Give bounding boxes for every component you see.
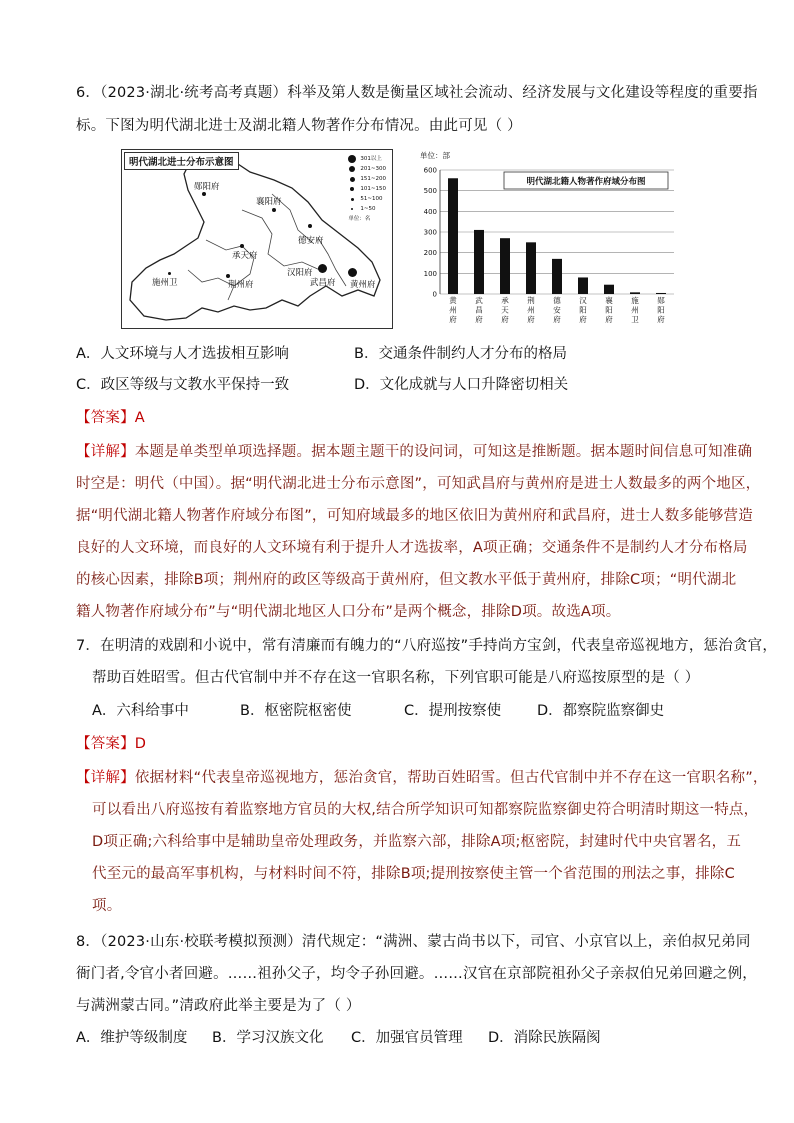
chart-bar [474,230,484,294]
bar-chart-svg [418,148,680,330]
legend-dot [348,155,356,163]
map-label-yunyang: 郧阳府 [194,182,220,192]
q6-option-d[interactable]: D．文化成就与人口升降密切相关 [354,377,569,393]
chart-bar [526,242,536,294]
legend-row [348,194,386,204]
legend-row [348,174,386,184]
legend-dot [350,187,354,191]
legend-label: 101~150 [360,186,386,192]
legend-dot [351,208,353,210]
chart-bar [448,178,458,294]
chart-category-label: 武昌府 [475,296,483,324]
hubei-jinshi-map [121,149,393,329]
chart-bar [578,277,588,294]
q6-detail-tag: 【详解】 [76,444,135,460]
map-dot-yunyang [202,192,206,196]
legend-row [348,154,386,164]
chart-category-label: 荆州府 [527,296,535,324]
map-label-de-an: 德安府 [298,236,324,246]
chart-category-label: 汉阳府 [579,296,587,324]
map-dot-wuchang [318,264,327,273]
map-dot-shizhou [168,272,171,275]
q7-detail-tag: 【详解】 [76,770,135,786]
map-label-huangzhou: 黄州府 [350,280,376,290]
chart-ytick-label: 100 [423,269,437,278]
map-label-xiangyang: 襄阳府 [256,197,282,207]
q7-option-a[interactable]: A．六科给事中 [92,703,189,719]
chart-bar [656,293,666,294]
chart-category-label: 黄州府 [449,296,457,324]
chart-bar [500,238,510,294]
chart-category-label: 承天府 [501,296,509,324]
q7-detail-line-2: 可以看出八府巡按有着监察地方官员的大权,结合所学知识可知都察院监察御史符合明清时期这一特点， [92,802,759,818]
q6-detail-line-3: 据“明代湖北籍人物著作府域分布图”，可知府域最多的地区依旧为黄州府和武昌府，进士人数多能够营造 [76,508,753,524]
q6-option-b[interactable]: B．交通条件制约人才分布的格局 [354,346,567,362]
q8-stem-line-2: 衙门者,令官小者回避。……祖孙父子，均令子孙回避。……汉官在京部院祖孙父子亲叔伯兄弟回避之例， [76,966,758,982]
legend-label: 1~50 [360,206,376,212]
q7-answer: 【答案】D [76,736,147,752]
legend-label: 301以上 [360,156,382,162]
legend-row [348,214,386,224]
q7-detail-line-4: 代至元的最高军事机构，与材料时间不符，排除B项;提刑按察使主管一个省范围的刑法之事，排除C [92,866,735,882]
q6-detail-line-4: 良好的人文环境，而良好的人文环境有利于提升人才选拔率，A项正确；交通条件不是制约人才分布格局 [76,540,748,556]
map-label-shizhou: 施州卫 [152,278,178,288]
chart-ytick-label: 200 [423,249,437,258]
map-label-jingzhou: 荆州府 [228,280,254,290]
legend-dot [350,177,355,182]
legend-dot [349,166,355,172]
chart-ytick-label: 600 [423,166,437,175]
map-legend [348,154,386,224]
chart-bar [604,285,614,294]
map-dot-de-an [308,224,312,228]
chart-category-label: 德安府 [553,296,561,324]
map-title: 明代湖北进士分布示意图 [124,152,239,170]
q8-option-a[interactable]: A．维护等级制度 [76,1030,188,1046]
q6-stem-line-1: 6．（2023·湖北·统考高考真题）科举及第人数是衡量区域社会流动、经济发展与文化建设等程度的重要指 [76,85,758,101]
q8-stem-line-1: 8．（2023·山东·校联考模拟预测）清代规定：“满洲、蒙古尚书以下，司官、小京官以上，亲伯叔兄弟同 [76,934,751,950]
legend-label: 151~200 [360,176,386,182]
q8-option-c[interactable]: C．加强官员管理 [351,1030,463,1046]
chart-category-label: 施州卫 [631,296,639,324]
legend-dot [351,198,354,201]
legend-unit: 单位：名 [348,216,371,222]
chart-ytick-label: 400 [423,207,437,216]
works-distribution-chart [418,148,680,330]
map-dot-huangzhou [348,268,357,277]
q8-option-b[interactable]: B．学习汉族文化 [212,1030,324,1046]
q6-detail-line-2: 时空是：明代（中国）。据“明代湖北进士分布示意图”，可知武昌府与黄州府是进士人数最多的两个地区， [76,476,761,492]
chart-category-label: 郧阳府 [657,296,665,324]
map-label-chengtian: 承天府 [232,251,258,261]
q6-option-a[interactable]: A．人文环境与人才选拔相互影响 [76,346,289,362]
legend-row [348,164,386,174]
map-label-wuchang: 武昌府 [310,278,336,288]
q7-detail-line-1 [76,768,768,788]
q6-stem-line-2: 标。下图为明代湖北进士及湖北籍人物著作分布情况。由此可见（ ） [76,118,522,134]
q7-stem-line-2: 帮助百姓昭雪。但古代官制中并不存在这一官职名称，下列官职可能是八府巡按原型的是（ ） [92,670,700,686]
chart-bar [630,292,640,294]
q7-detail-line-5: 项。 [92,898,122,914]
map-label-hanyang: 汉阳府 [287,268,313,278]
q7-option-b[interactable]: B．枢密院枢密使 [240,703,352,719]
chart-ytick-label: 500 [423,187,437,196]
chart-ytick-label: 0 [432,290,437,299]
q6-detail-line-6: 籍人物著作府域分布”与“明代湖北地区人口分布”是两个概念，排除D项。故选A项。 [76,604,621,620]
legend-label: 51~100 [360,196,383,202]
legend-row [348,204,386,214]
chart-bar [552,259,562,294]
q7-detail-text: 依据材料“代表皇帝巡视地方，惩治贪官，帮助百姓昭雪。但古代官制中并不存在这一官职名称”， [134,770,768,786]
q7-option-c[interactable]: C．提刑按察使 [404,703,502,719]
legend-row [348,184,386,194]
q7-detail-line-3: D项正确;六科给事中是辅助皇帝处理政务，并监察六部，排除A项;枢密院，封建时代中央官署名，五 [92,834,742,850]
map-dot-chengtian [240,244,244,248]
q8-stem-line-3: 与满洲蒙古同。”清政府此举主要是为了（ ） [76,998,361,1014]
q6-detail-text: 本题是单类型单项选择题。据本题主题干的设问词，可知这是推断题。据本题时间信息可知准确 [134,444,753,460]
chart-category-label: 襄阳府 [605,296,613,324]
map-dot-xiangyang [272,208,276,212]
legend-label: 201~300 [360,166,386,172]
q6-detail-line-1 [76,442,752,462]
q7-option-d[interactable]: D．都察院监察御史 [537,703,665,719]
q7-stem-line-1: 7．在明清的戏剧和小说中，常有清廉而有魄力的“八府巡按”手持尚方宝剑，代表皇帝巡视地方，惩治贪官， [76,638,778,654]
chart-unit-label: 单位：部 [420,151,450,160]
q6-detail-line-5: 的核心因素，排除B项；荆州府的政区等级高于黄州府，但文教水平低于黄州府，排除C项；“明代湖北 [76,572,737,588]
chart-ytick-label: 300 [423,228,437,237]
q8-option-d[interactable]: D．消除民族隔阂 [488,1030,601,1046]
chart-title: 明代湖北籍人物著作府域分布图 [526,177,646,187]
q6-option-c[interactable]: C．政区等级与文教水平保持一致 [76,377,290,393]
q6-answer: 【答案】A [76,410,145,426]
